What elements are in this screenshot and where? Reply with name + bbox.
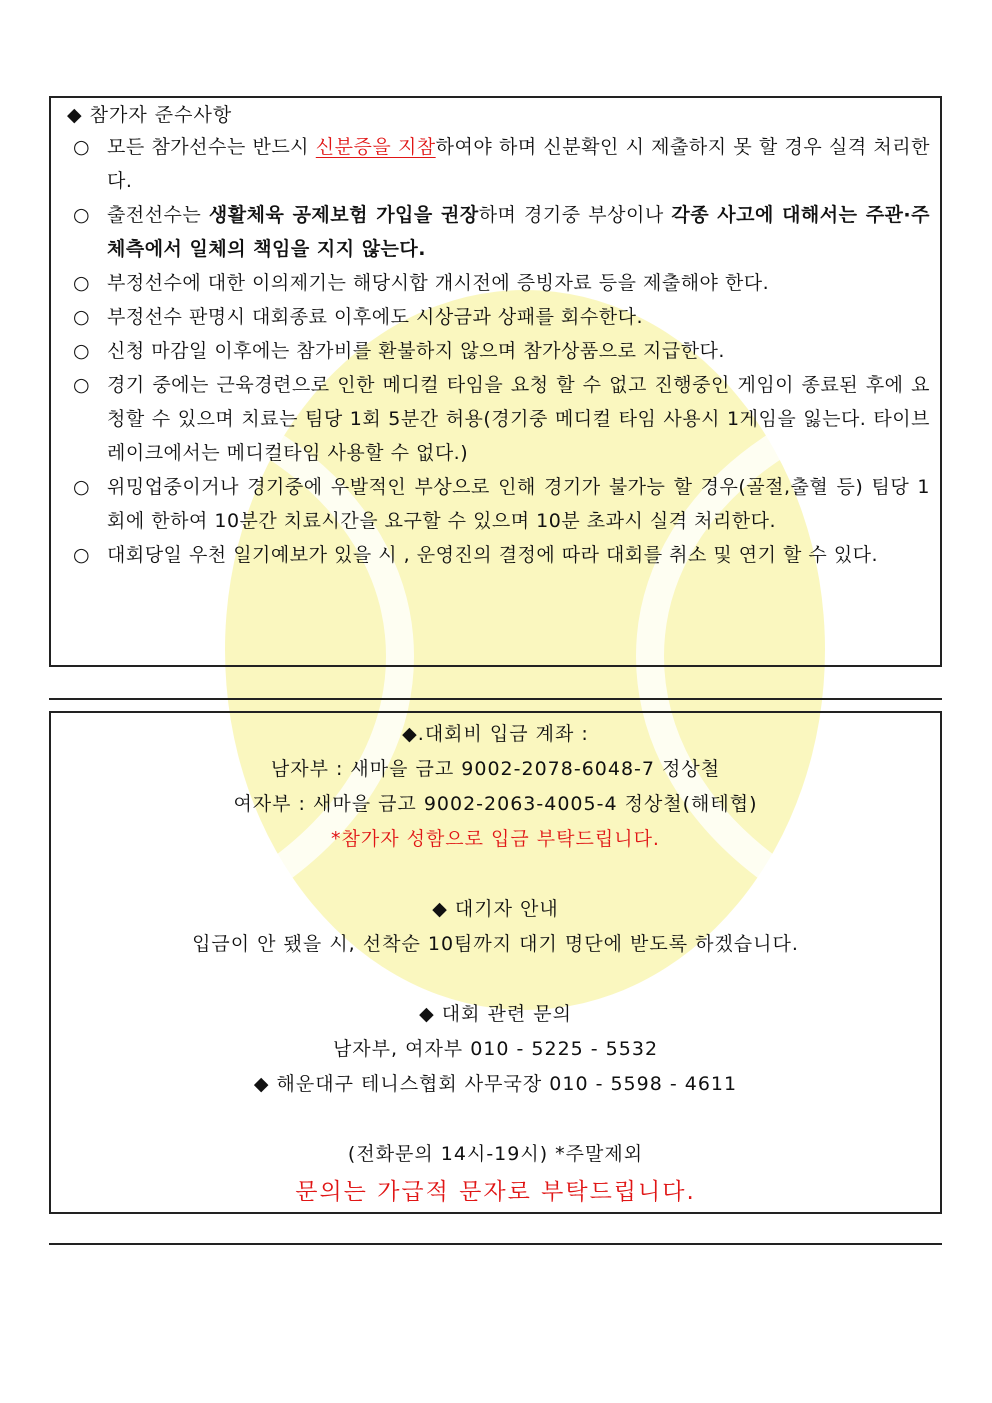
rule-item-medical-time: ○ 경기 중에는 근육경련으로 인한 메디컬 타임을 요청 할 수 없고 진행중인 게임이 종료된 후에 요청할 수 있으며 치료는 팀당 1회 5분간 허용(경기중 메디컬 타임 사용시 1게임을 잃는다. 타이브레이크에서는 메디컬타임 사용할 수 없다.) — [61, 368, 930, 470]
circle-bullet-icon: ○ — [73, 340, 91, 362]
circle-bullet-icon: ○ — [73, 544, 91, 566]
rules-heading: ◆ 참가자 준수사항 — [67, 104, 233, 126]
rule-item-objection: ○ 부정선수에 대한 이의제기는 해당시합 개시전에 증빙자료 등을 제출해야 한다. — [61, 266, 930, 300]
circle-bullet-icon: ○ — [73, 374, 91, 396]
phone-hours: (전화문의 14시-19시) *주말제외 — [347, 1143, 644, 1165]
rule-item-insurance: ○ 출전선수는 생활체육 공제보험 가입을 권장하며 경기중 부상이나 각종 사고에 대해서는 주관·주체측에서 일체의 책임을 지지 않는다. — [61, 198, 930, 266]
participant-rules-box — [49, 96, 942, 667]
circle-bullet-icon: ○ — [73, 306, 91, 328]
rule-item-rain: ○ 대회당일 우천 일기예보가 있을 시 , 운영진의 결정에 따라 대회를 취소 및 연기 할 수 있다. — [61, 538, 930, 572]
rule-item-refund: ○ 신청 마감일 이후에는 참가비를 환불하지 않으며 참가상품으로 지급한다. — [61, 334, 930, 368]
rule-item-prize-recovery: ○ 부정선수 판명시 대회종료 이후에도 시상금과 상패를 회수한다. — [61, 300, 930, 334]
inquiry-contact: 남자부, 여자부 010 - 5225 - 5532 — [332, 1038, 659, 1060]
tournament-info-box — [49, 711, 942, 1214]
waitlist-heading: ◆ 대기자 안내 — [432, 898, 559, 920]
rule-item-injury: ○ 위밍업중이거나 경기중에 우발적인 부상으로 인해 경기가 불가능 할 경우(골절,출혈 등) 팀당 1회에 한하여 10분간 치료시간을 요구할 수 있으며 10분 초과시 실격 처리한다. — [61, 470, 930, 538]
divider-line — [49, 698, 942, 700]
waitlist-text: 입금이 안 됐을 시, 선착순 10팀까지 대기 명단에 받도록 하겠습니다. — [192, 933, 799, 955]
highlight-id-card: 신분증을 지참 — [315, 136, 436, 158]
text-request: 문의는 가급적 문자로 부탁드립니다. — [295, 1179, 696, 1205]
rule-item-id-card: ○ 모든 참가선수는 반드시 신분증을 지참하여야 하며 신분확인 시 제출하지 못 할 경우 실격 처리한다. — [61, 130, 930, 198]
circle-bullet-icon: ○ — [73, 136, 91, 158]
circle-bullet-icon: ○ — [73, 272, 91, 294]
deposit-note: *참가자 성함으로 입금 부탁드립니다. — [331, 828, 660, 850]
circle-bullet-icon: ○ — [73, 476, 91, 498]
account-heading: ◆.대회비 입금 계좌 : — [402, 723, 589, 745]
circle-bullet-icon: ○ — [73, 204, 91, 226]
women-account: 여자부 : 새마을 금고 9002-2063-4005-4 정상철(해테협) — [233, 793, 758, 815]
inquiry-heading: ◆ 대회 관련 문의 — [419, 1003, 572, 1025]
office-contact: ◆ 해운대구 테니스협회 사무국장 010 - 5598 - 4611 — [253, 1073, 738, 1095]
divider-line — [49, 1243, 942, 1245]
men-account: 남자부 : 새마을 금고 9002-2078-6048-7 정상철 — [270, 758, 721, 780]
